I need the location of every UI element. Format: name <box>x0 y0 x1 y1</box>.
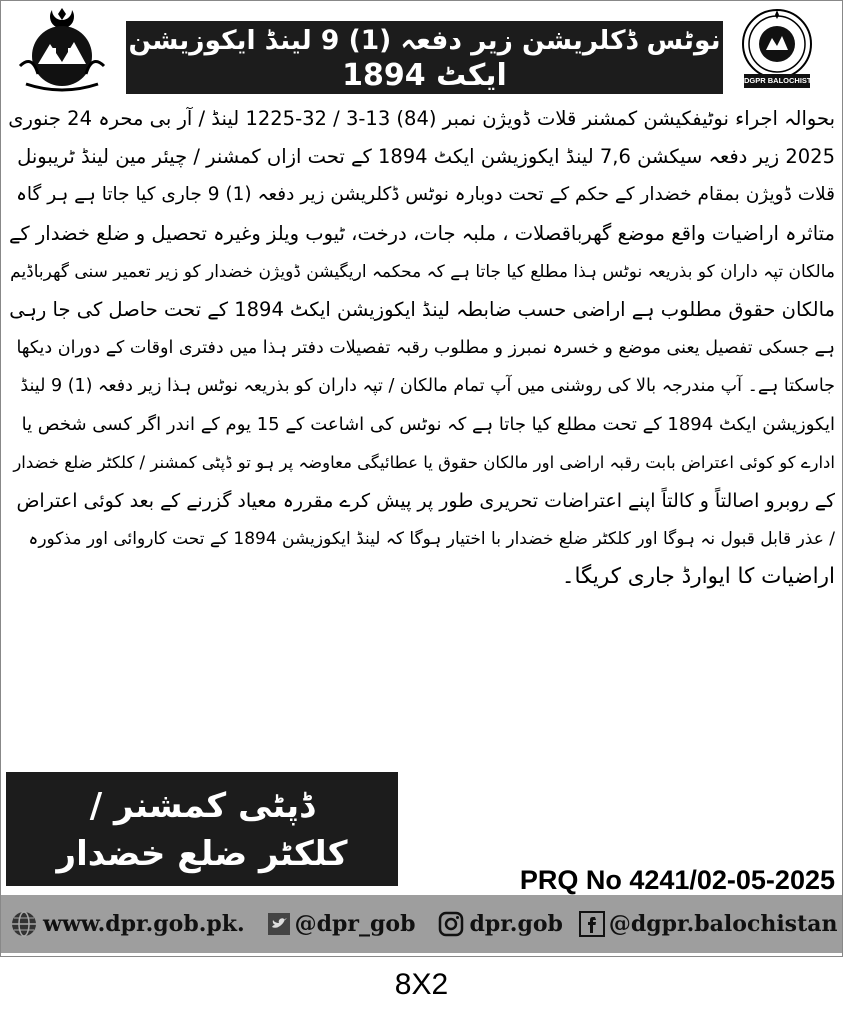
notice-body-line: جاسکتا ہے۔ آپ مندرجہ بالا کی روشنی میں آپ تمام مالکان / تپہ داران کو بذریعہ نوٹس ہذا زیر دفعہ (1) 9 لینڈ <box>20 376 835 397</box>
dgpr-balochistan-logo <box>730 6 825 94</box>
notice-body <box>8 100 835 596</box>
notice-body-line: ادارے کو کوئی اعتراض بابت رقبہ اراضی اور مالکان حقوق یا عطائیگی معاوضہ پر ہو تو ڈپٹی کمشنر / کلکٹر ضلع خضدار <box>13 452 835 472</box>
notice-body-line: 2025 زیر دفعہ سیکشن 7,6 لینڈ ایکوزیشن ایکٹ 1894 کے تحت ازاں کمشنر / چیئر مین لینڈ ٹریبونل <box>17 145 835 169</box>
notice-body-line: / عذر قابل قبول نہ ہوگا اور کلکٹر ضلع خضدار با اختیار ہوگا کہ لینڈ ایکوزیشن 1894 کے تحت کاروائی اور مذکورہ <box>28 529 835 550</box>
website-link[interactable] <box>9 909 245 939</box>
notice-body-line: ہے جسکی تفصیل یعنی موضع و خسرہ نمبرز و مطلوب رقبہ تفصیلات دفتر ہذا میں دفتری اوقات کے دوران دیکھا <box>16 338 835 359</box>
notice-body-line: بحوالہ اجراء نوٹیفکیشن کمشنر قلات ڈویژن نمبر (84) 13-3 / 32-1225 لینڈ / آر بی محرہ 24 جنوری <box>8 107 835 130</box>
footer-social-bar <box>1 895 842 953</box>
signature-designation: کلکٹر ضلع خضدار <box>56 834 348 874</box>
website-text: www.dpr.gob.pk. <box>43 911 245 937</box>
notice-body-line: مالکان تپہ داران کو بذریعہ نوٹس ہذا مطلع کیا جاتا ہے کہ محکمہ اریگیشن ڈویژن خضدار کو زیر تعمیر سنی گھرباڈیم <box>10 261 835 282</box>
notice-title-line2: ایکٹ 1894 <box>342 58 507 93</box>
facebook-link[interactable] <box>579 911 838 937</box>
notice-body-line: مالکان حقوق مطلوب ہے اراضی حسب ضابطہ لینڈ ایکوزیشن ایکٹ 1894 کے تحت حاصل کی جا رہی <box>9 297 835 321</box>
notice-body-line: ایکوزیشن ایکٹ 1894 کے تحت مطلع کیا جاتا ہے کہ نوٹس کی اشاعت کے 15 یوم کے اندر اگر کسی شخص یا <box>21 413 835 435</box>
instagram-handle: dpr.gob <box>469 911 563 937</box>
instagram-icon <box>437 910 465 938</box>
signature-title: ڈپٹی کمشنر / <box>89 786 315 826</box>
notice-body-line: اراضیات کا ایوارڈ جاری کریگا۔ <box>561 564 835 590</box>
facebook-handle: @dgpr.balochistan <box>608 911 838 937</box>
signature-block <box>6 772 398 886</box>
twitter-link[interactable] <box>267 911 416 937</box>
notice-body-line: قلات ڈویژن بمقام خضدار کے حکم کے تحت دوبارہ نوٹس ڈکلریشن زیر دفعہ (1) 9 جاری کیا جاتا ہے ہر گاہ <box>16 184 835 206</box>
notice-body-line: متاثرہ اراضیات واقع موضع گھرباقصلات ، ملبہ جات، درخت، ٹیوب ویلز وغیرہ تحصیل و ضلع خضدار کے <box>8 221 835 245</box>
globe-icon <box>9 909 39 939</box>
instagram-link[interactable] <box>437 910 562 938</box>
notice-body-line: کے روبرو اصالتاً و کالتاً اپنے اعتراضات تحریری طور پر پیش کرے مقررہ معیاد گزرنے کے بعد کوئی اعتراض <box>16 489 835 512</box>
notice-title-line1: نوٹس ڈکلریشن زیر دفعہ (1) 9 لینڈ ایکوزیشن <box>128 25 721 56</box>
facebook-icon <box>579 911 605 937</box>
government-emblem-logo <box>12 4 112 94</box>
twitter-handle: @dpr_gob <box>294 911 416 937</box>
prq-number: PRQ No 4241/02-05-2025 <box>519 865 835 895</box>
ad-size-label: 8X2 <box>394 968 449 1001</box>
twitter-icon <box>267 912 291 936</box>
dgpr-logo-caption: DGPR BALOCHISTAN <box>744 76 822 85</box>
notice-title-banner <box>126 21 723 94</box>
